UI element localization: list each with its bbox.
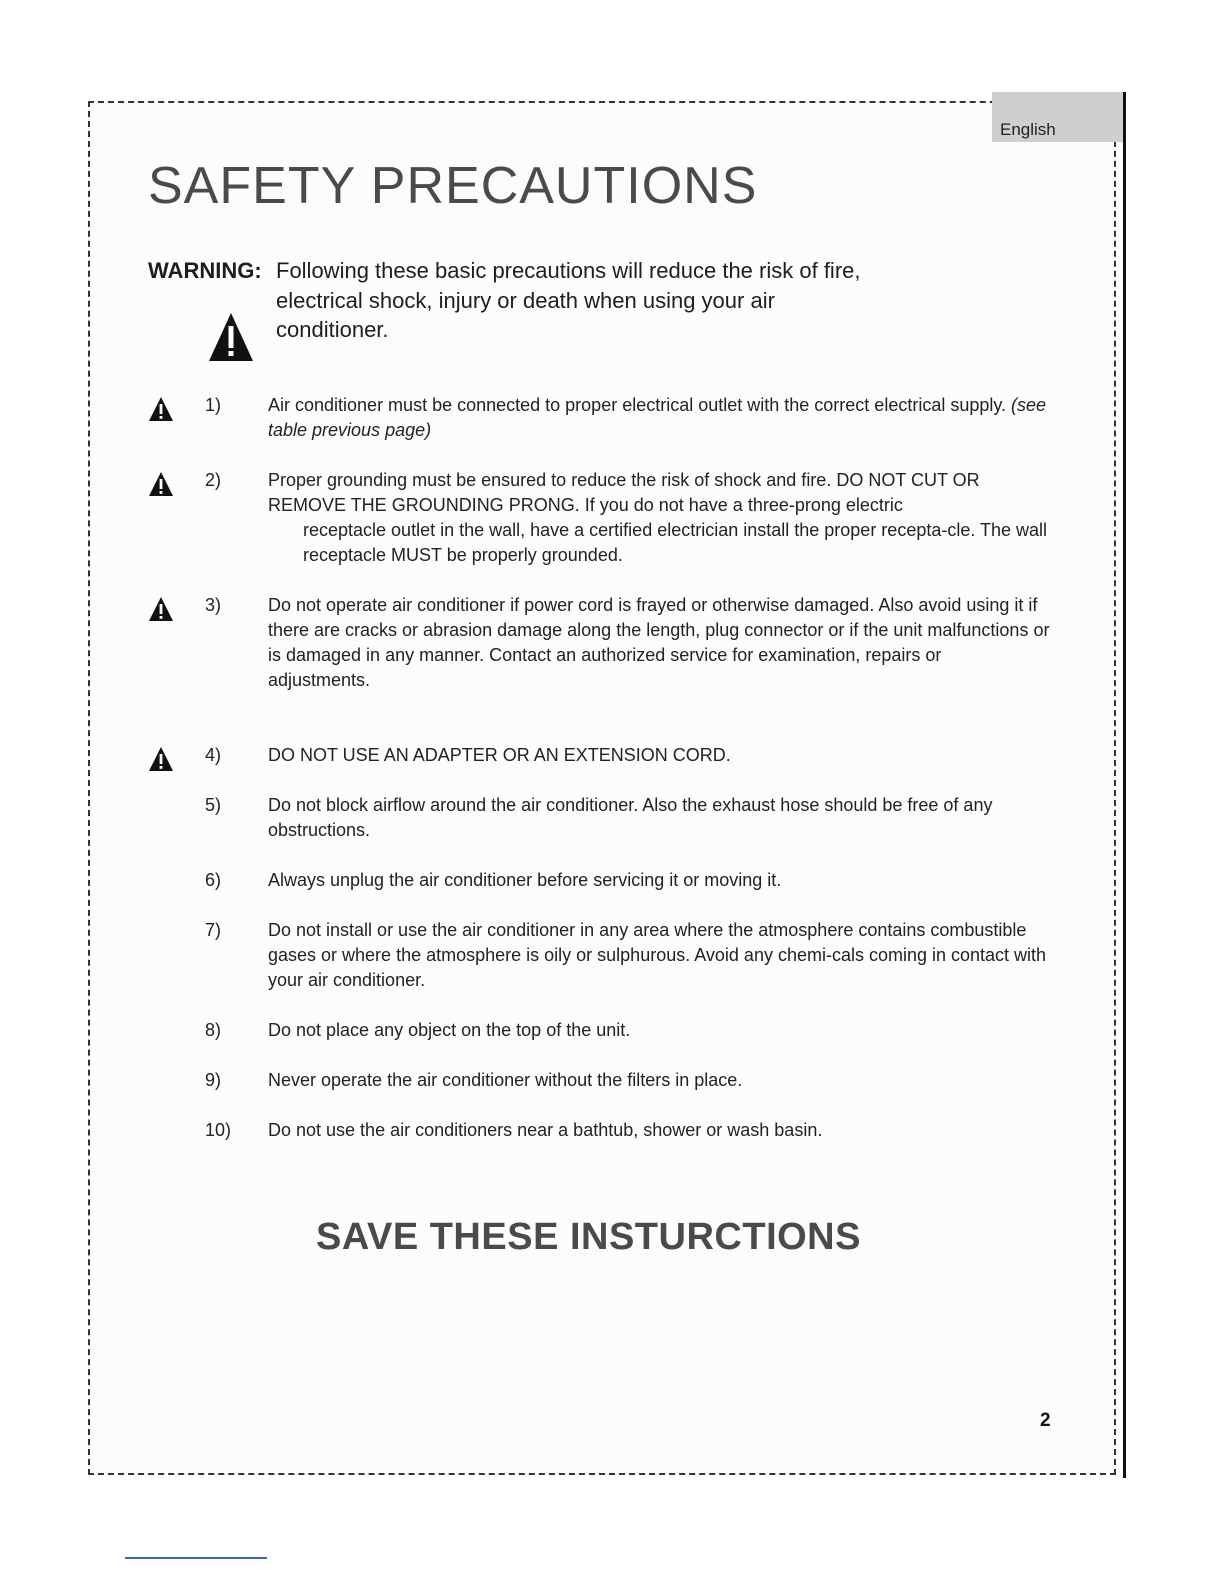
item-number: 2) [205,470,222,490]
item-number: 10) [205,1120,232,1140]
footer-rule [125,1557,267,1559]
list-item [148,793,1068,868]
warning-triangle-icon [148,396,174,422]
item-text: Never operate the air conditioner without the filters in place. [268,1070,743,1090]
item-text: Do not operate air conditioner if power cord is frayed or otherwise damaged. Also avoid using it if there are cracks or abrasion damage along the length, plug connector or if the unit malfunctions or is damaged in any manner. Contact an authorized service for examination, repairs or [268,595,1050,665]
page-number: 2 [1040,1410,1051,1431]
list-item [148,743,1068,793]
item-text: Do not block airflow around the air conditioner. Also the exhaust hose should be free of any obstructions. [268,795,993,840]
item-text: Proper grounding must be ensured to reduce the risk of shock and fire. DO NOT CUT OR REMOVE THE GROUNDING PRONG. If you do not have a three-prong electric [268,470,980,515]
item-number: 7) [205,920,222,940]
item-number: 6) [205,870,222,890]
language-tab [992,92,1123,142]
item-text-continued: adjustments. [268,670,371,690]
list-item [148,593,1068,743]
list-item [148,1068,1068,1118]
list-item [148,918,1068,1018]
warning-label: WARNING: [148,258,262,283]
page-edge-bar [1123,92,1126,1478]
item-note: (see table previous page) [268,395,1047,440]
item-text: DO NOT USE AN ADAPTER OR AN EXTENSION CORD. [268,745,731,765]
precautions-list [148,393,1068,1168]
item-text: Always unplug the air conditioner before servicing it or moving it. [268,870,782,890]
warning-triangle-icon [148,746,174,772]
list-item [148,868,1068,918]
item-number: 3) [205,595,222,615]
item-number: 9) [205,1070,222,1090]
item-number: 8) [205,1020,222,1040]
item-text: Do not place any object on the top of the unit. [268,1020,631,1040]
language-tab-label: English [1000,120,1056,139]
item-text-continued: receptacle outlet in the wall, have a certified electrician install the proper recepta-cle. The wall receptacle MUST be properly grounded. [303,520,1048,565]
list-item [148,1018,1068,1068]
warning-triangle-icon [148,471,174,497]
item-text: Do not use the air conditioners near a bathtub, shower or wash basin. [268,1120,823,1140]
warning-text: Following these basic precautions will reduce the risk of fire, electrical shock, injury or death when using your air conditioner. [276,258,861,342]
warning-triangle-icon [148,596,174,622]
item-number: 5) [205,795,222,815]
list-item [148,1118,1068,1168]
item-number: 1) [205,395,222,415]
item-number: 4) [205,745,222,765]
warning-triangle-icon [208,312,254,362]
item-text: Air conditioner must be connected to proper electrical outlet with the correct electrical supply. [268,395,1007,415]
list-item [148,468,1068,593]
page-title: SAFETY PRECAUTIONS [148,157,758,215]
save-instructions-heading: SAVE THESE INSTURCTIONS [316,1216,861,1258]
list-item [148,393,1068,468]
item-text: Do not install or use the air conditioner in any area where the atmosphere contains combustible gases or where the atmosphere is oily or sulphurous. Avoid any chemi-cals coming in contact with your air conditioner. [268,920,1047,990]
